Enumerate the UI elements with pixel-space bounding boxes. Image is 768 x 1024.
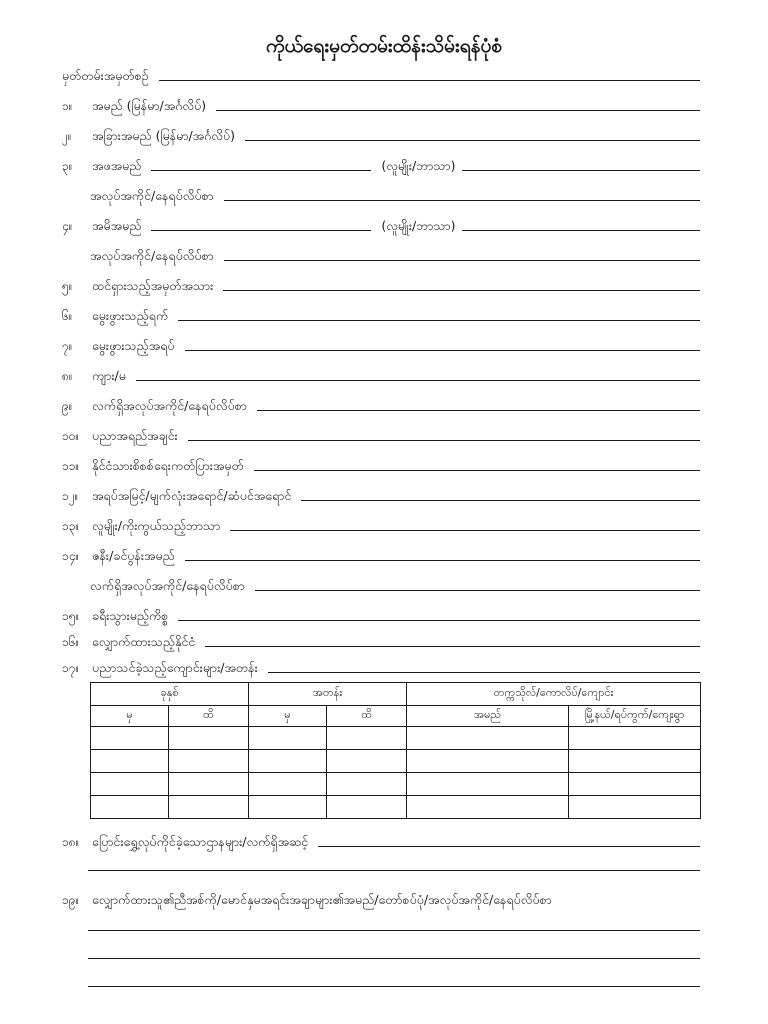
record-number-label: မှတ်တမ်းအမှတ်စဉ်	[62, 68, 149, 83]
table-row	[91, 796, 701, 819]
field-row-destination-country	[62, 628, 700, 650]
table-cell[interactable]	[91, 796, 169, 819]
field-row-current-occupation	[62, 392, 700, 414]
other-name-field[interactable]	[245, 128, 700, 141]
table-cell[interactable]	[91, 773, 169, 796]
spouse-occupation-field[interactable]	[255, 578, 700, 591]
column-header-grade-to: ထိ	[327, 706, 407, 727]
sex-field[interactable]	[136, 368, 700, 381]
table-row	[91, 750, 701, 773]
table-cell[interactable]	[569, 773, 701, 796]
field-number: ၁၆။	[62, 635, 80, 649]
table-cell[interactable]	[91, 750, 169, 773]
name-field[interactable]	[216, 98, 700, 111]
field-number: ၆။	[62, 309, 73, 323]
field-row-travel-purpose	[62, 602, 700, 624]
field-row-birth-place	[62, 332, 700, 354]
table-subheader-row	[91, 706, 701, 727]
birth-place-field[interactable]	[185, 338, 700, 351]
table-cell[interactable]	[169, 727, 249, 750]
field-label: အရပ်အမြင့်/မျက်လုံးအရောင်/ဆံပင်အရောင်	[92, 488, 292, 503]
field-label: ပြောင်းရွှေ့လုပ်ကိုင်ခဲ့သောဌာနများ/လက်ရှိအဆင့်	[92, 834, 309, 849]
table-cell[interactable]	[327, 773, 407, 796]
table-cell[interactable]	[327, 750, 407, 773]
field-sub-label: အလုပ်အကိုင်/နေရပ်လိပ်စာ	[90, 188, 214, 203]
field-row-other-name	[62, 122, 700, 144]
table-cell[interactable]	[327, 727, 407, 750]
field-sub-label: လက်ရှိအလုပ်အကိုင်/နေရပ်လိပ်စာ	[90, 578, 245, 593]
field-row-schools	[62, 654, 700, 676]
field-number: ၁၀။	[62, 429, 80, 443]
race-religion-field[interactable]	[230, 518, 700, 531]
column-header-school-location: မြို့နယ်/ရပ်ကွက်/ကျေးရွာ	[569, 706, 701, 727]
table-row	[91, 727, 701, 750]
transfers-continuation-line[interactable]	[88, 870, 700, 871]
table-cell[interactable]	[91, 727, 169, 750]
father-race-religion-field[interactable]	[462, 158, 701, 171]
field-row-father-occupation	[90, 182, 700, 204]
table-cell[interactable]	[249, 750, 327, 773]
column-group-school: တက္ကသိုလ်/ကောလိပ်/ကျောင်း	[407, 683, 701, 706]
field-row-spouse-name	[62, 542, 700, 564]
table-group-header-row	[91, 683, 701, 706]
birth-date-field[interactable]	[178, 308, 700, 321]
field-label: လူမျိုး/ကိုးကွယ်သည့်ဘာသာ	[92, 518, 221, 533]
table-cell[interactable]	[249, 727, 327, 750]
field-number: ၉။	[62, 399, 73, 413]
field-number: ၂။	[62, 129, 72, 143]
field-label: မွေးဖွားသည့်အရပ်	[92, 338, 175, 353]
table-cell[interactable]	[249, 773, 327, 796]
mother-occupation-field[interactable]	[224, 248, 700, 261]
field-row-spouse-occupation	[90, 572, 700, 594]
field-sub-label: အလုပ်အကိုင်/နေရပ်လိပ်စာ	[90, 248, 214, 263]
column-group-year: ခုနှစ်	[91, 683, 249, 706]
father-occupation-field[interactable]	[224, 188, 700, 201]
field-number: ၈။	[62, 369, 73, 383]
column-header-school-name: အမည်	[407, 706, 569, 727]
form-title: ကိုယ်ရေးမှတ်တမ်းထိန်းသိမ်းရန်ပုံစံ	[266, 35, 502, 57]
field-label: အဖအမည်	[92, 158, 142, 173]
field-number: ၁၄။	[62, 549, 80, 563]
field-row-race-religion	[62, 512, 700, 534]
education-table	[90, 682, 701, 819]
identifying-mark-field[interactable]	[223, 278, 700, 291]
table-cell[interactable]	[169, 773, 249, 796]
table-cell[interactable]	[169, 750, 249, 773]
table-cell[interactable]	[569, 727, 701, 750]
field-label: အမည် (မြန်မာ/အင်္ဂလိပ်)	[92, 98, 207, 113]
field-number: ၁။	[62, 99, 73, 113]
field-row-physical	[62, 482, 700, 504]
field-number: ၁၅။	[62, 609, 80, 623]
field-row-sex	[62, 362, 700, 384]
field-number: ၁၁။	[62, 459, 80, 473]
field-label: မွေးဖွားသည့်ရက်	[92, 308, 169, 323]
schools-field[interactable]	[268, 660, 700, 673]
table-cell[interactable]	[569, 750, 701, 773]
field-number: ၁၃။	[62, 519, 80, 533]
table-cell[interactable]	[407, 796, 569, 819]
field-label: ခရီးသွားမည့်ကိစ္စ	[92, 608, 169, 623]
field-number: ၁၉။	[62, 893, 80, 907]
nrc-number-field[interactable]	[254, 458, 700, 471]
mother-race-religion-field[interactable]	[462, 218, 701, 231]
field-row-siblings	[62, 886, 700, 908]
record-number-field[interactable]	[159, 68, 700, 81]
column-header-year-from: မှ	[91, 706, 169, 727]
field-row-mother-occupation	[90, 242, 700, 264]
column-header-year-to: ထိ	[169, 706, 249, 727]
father-name-field[interactable]	[151, 158, 371, 171]
field-label: လက်ရှိအလုပ်အကိုင်/နေရပ်လိပ်စာ	[92, 398, 247, 413]
siblings-line[interactable]	[88, 958, 700, 959]
field-aside-label: (လူမျိုး/ဘာသာ)	[381, 158, 456, 173]
field-label: ပညာသင်ခဲ့သည့်ကျောင်းများ/အတန်း	[92, 660, 258, 675]
spouse-name-field[interactable]	[185, 548, 700, 561]
field-number: ၅။	[62, 279, 73, 293]
siblings-line[interactable]	[88, 986, 700, 987]
field-row-transfers	[62, 828, 700, 850]
field-label: လျှောက်ထားသူ၏ညီအစ်ကို/မောင်နှမအရင်းအချာများ၏အမည်/တော်စပ်ပုံ/အလုပ်အကိုင်/နေရပ်လိပ်စာ	[92, 892, 552, 907]
field-label: ပညာအရည်အချင်း	[92, 428, 178, 443]
column-header-grade-from: မှ	[249, 706, 327, 727]
field-row-birth-date	[62, 302, 700, 324]
table-cell[interactable]	[169, 796, 249, 819]
destination-country-field[interactable]	[205, 634, 700, 647]
physical-field[interactable]	[301, 488, 700, 501]
siblings-line[interactable]	[88, 930, 700, 931]
field-label: ထင်ရှားသည့်အမှတ်အသား	[92, 278, 214, 293]
field-label: အခြားအမည် (မြန်မာ/အင်္ဂလိပ်)	[92, 128, 236, 143]
field-row-father-name	[62, 152, 700, 174]
field-number: ၃။	[62, 159, 73, 173]
table-cell[interactable]	[407, 773, 569, 796]
current-occupation-field[interactable]	[257, 398, 700, 411]
mother-name-field[interactable]	[151, 218, 371, 231]
education-field[interactable]	[188, 428, 700, 441]
table-cell[interactable]	[569, 796, 701, 819]
field-label: အမိအမည်	[92, 218, 142, 233]
travel-purpose-field[interactable]	[178, 608, 700, 621]
table-cell[interactable]	[407, 750, 569, 773]
transfers-field[interactable]	[318, 834, 700, 847]
table-cell[interactable]	[249, 796, 327, 819]
record-number-row	[62, 62, 700, 84]
field-row-nrc-number	[62, 452, 700, 474]
field-number: ၄။	[62, 219, 73, 233]
field-row-education	[62, 422, 700, 444]
field-label: နိုင်ငံသားစိစစ်ရေးကတ်ပြားအမှတ်	[92, 458, 244, 473]
field-label: ကျား/မ	[92, 368, 126, 383]
field-label: ဇနီး/ခင်ပွန်းအမည်	[92, 548, 175, 563]
column-group-grade: အတန်း	[249, 683, 407, 706]
table-cell[interactable]	[407, 727, 569, 750]
field-row-mother-name	[62, 212, 700, 234]
field-number: ၁၂။	[62, 489, 79, 503]
field-label: လျှောက်ထားသည့်နိုင်ငံ	[92, 634, 196, 649]
field-number: ၁၈။	[62, 835, 80, 849]
field-number: ၁၇။	[62, 661, 80, 675]
table-cell[interactable]	[327, 796, 407, 819]
field-row-name	[62, 92, 700, 114]
field-aside-label: (လူမျိုး/ဘာသာ)	[381, 218, 456, 233]
field-row-identifying-mark	[62, 272, 700, 294]
table-row	[91, 773, 701, 796]
field-number: ၇။	[62, 339, 73, 353]
